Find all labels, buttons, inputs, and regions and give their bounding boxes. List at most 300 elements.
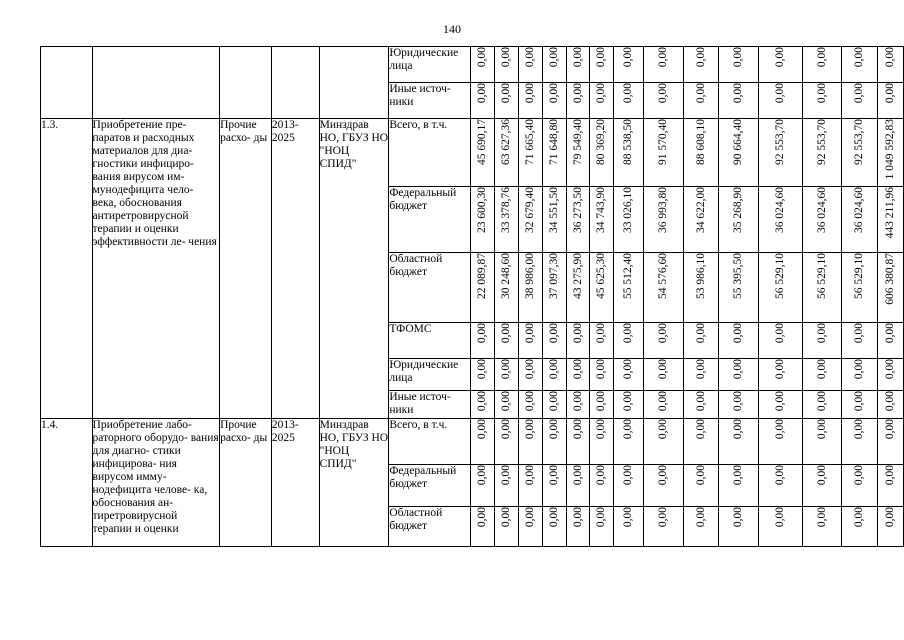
value-cell xyxy=(719,253,759,323)
value-cell xyxy=(802,391,842,419)
value-text: 92 553,70 xyxy=(853,119,866,165)
value-cell xyxy=(566,391,590,419)
value-cell xyxy=(759,253,803,323)
value-cell xyxy=(878,83,904,119)
funding-source: Федеральный бюджет xyxy=(389,187,471,253)
value-text: 0,00 xyxy=(773,47,786,68)
value-text: 443 211,96 xyxy=(884,187,897,239)
value-cell xyxy=(518,507,542,547)
value-text: 0,00 xyxy=(523,83,536,104)
table-row xyxy=(41,119,904,187)
value-cell xyxy=(683,507,719,547)
value-cell xyxy=(878,119,904,187)
value-text: 0,00 xyxy=(595,465,608,486)
value-text: 63 627,36 xyxy=(499,119,512,165)
value-text: 0,00 xyxy=(656,47,669,68)
value-cell xyxy=(802,323,842,359)
value-text: 88 608,10 xyxy=(694,119,707,165)
value-cell xyxy=(614,119,644,187)
value-cell xyxy=(614,47,644,83)
value-text: 0,00 xyxy=(694,47,707,68)
value-cell xyxy=(683,465,719,507)
value-cell xyxy=(842,119,878,187)
value-text: 0,00 xyxy=(499,323,512,344)
value-text: 0,00 xyxy=(815,507,828,528)
value-text: 30 248,60 xyxy=(499,253,512,299)
value-cell xyxy=(566,253,590,323)
cost-type: Прочие расхо- ды xyxy=(220,419,272,547)
funding-source: ТФОМС xyxy=(389,323,471,359)
item-number: 1.3. xyxy=(41,119,93,419)
value-text: 0,00 xyxy=(499,359,512,380)
cost-type: Прочие расхо- ды xyxy=(220,119,272,419)
value-cell xyxy=(518,359,542,391)
value-cell xyxy=(802,119,842,187)
value-cell xyxy=(518,391,542,419)
value-text: 0,00 xyxy=(476,47,489,68)
value-cell xyxy=(719,83,759,119)
value-text: 0,00 xyxy=(622,465,635,486)
value-text: 56 529,10 xyxy=(853,253,866,299)
value-text: 0,00 xyxy=(884,83,897,104)
value-cell xyxy=(471,47,495,83)
value-cell xyxy=(719,391,759,419)
value-cell xyxy=(542,83,566,119)
period xyxy=(271,47,319,119)
value-text: 0,00 xyxy=(853,465,866,486)
table-row xyxy=(41,47,904,83)
value-text: 54 576,60 xyxy=(656,253,669,299)
value-cell xyxy=(614,507,644,547)
value-text: 0,00 xyxy=(523,465,536,486)
value-text: 0,00 xyxy=(523,391,536,412)
value-cell xyxy=(759,187,803,253)
value-cell xyxy=(495,119,519,187)
value-cell xyxy=(590,47,614,83)
cost-type xyxy=(220,47,272,119)
value-text: 0,00 xyxy=(656,391,669,412)
value-cell xyxy=(471,253,495,323)
value-cell xyxy=(842,391,878,419)
value-text: 0,00 xyxy=(595,47,608,68)
value-text: 0,00 xyxy=(622,83,635,104)
value-text: 32 679,40 xyxy=(523,187,536,233)
value-text: 0,00 xyxy=(499,83,512,104)
value-cell xyxy=(590,187,614,253)
value-text: 33 378,76 xyxy=(499,187,512,233)
value-text: 0,00 xyxy=(476,419,489,440)
value-text: 36 024,60 xyxy=(853,187,866,233)
value-text: 45 690,17 xyxy=(476,119,489,165)
value-cell xyxy=(542,253,566,323)
value-text: 0,00 xyxy=(773,83,786,104)
value-text: 56 529,10 xyxy=(773,253,786,299)
value-text: 0,00 xyxy=(656,359,669,380)
value-text: 0,00 xyxy=(732,47,745,68)
value-text: 0,00 xyxy=(656,419,669,440)
value-cell xyxy=(566,323,590,359)
value-text: 0,00 xyxy=(773,391,786,412)
value-text: 0,00 xyxy=(656,323,669,344)
value-text: 36 024,60 xyxy=(773,187,786,233)
value-text: 0,00 xyxy=(595,507,608,528)
value-cell xyxy=(566,47,590,83)
value-text: 43 275,90 xyxy=(571,253,584,299)
value-text: 0,00 xyxy=(571,359,584,380)
value-cell xyxy=(471,323,495,359)
value-text: 0,00 xyxy=(815,465,828,486)
value-cell xyxy=(683,119,719,187)
value-text: 34 622,00 xyxy=(694,187,707,233)
value-cell xyxy=(842,253,878,323)
value-text: 0,00 xyxy=(476,323,489,344)
value-cell xyxy=(590,391,614,419)
value-text: 45 625,30 xyxy=(595,253,608,299)
value-cell xyxy=(614,419,644,465)
funding-source: Всего, в т.ч. xyxy=(389,419,471,465)
value-text: 0,00 xyxy=(656,507,669,528)
value-cell xyxy=(495,359,519,391)
funding-source: Юридические лица xyxy=(389,47,471,83)
value-cell xyxy=(842,83,878,119)
value-cell xyxy=(878,323,904,359)
value-text: 0,00 xyxy=(773,419,786,440)
value-cell xyxy=(842,465,878,507)
value-text: 0,00 xyxy=(595,83,608,104)
value-text: 0,00 xyxy=(595,419,608,440)
value-cell xyxy=(566,119,590,187)
table-row xyxy=(41,419,904,465)
period: 2013- 2025 xyxy=(271,419,319,547)
value-cell xyxy=(759,119,803,187)
value-cell xyxy=(542,187,566,253)
value-text: 0,00 xyxy=(732,419,745,440)
value-text: 0,00 xyxy=(884,465,897,486)
value-cell xyxy=(542,359,566,391)
value-text: 92 553,70 xyxy=(773,119,786,165)
value-cell xyxy=(518,419,542,465)
value-cell xyxy=(644,391,684,419)
value-cell xyxy=(471,465,495,507)
value-text: 0,00 xyxy=(773,359,786,380)
value-cell xyxy=(471,83,495,119)
value-text: 0,00 xyxy=(732,323,745,344)
value-text: 0,00 xyxy=(571,507,584,528)
value-text: 0,00 xyxy=(884,323,897,344)
value-text: 0,00 xyxy=(694,359,707,380)
value-cell xyxy=(566,83,590,119)
value-cell xyxy=(518,465,542,507)
value-text: 0,00 xyxy=(884,391,897,412)
value-cell xyxy=(683,187,719,253)
value-cell xyxy=(542,465,566,507)
value-text: 56 529,10 xyxy=(815,253,828,299)
value-cell xyxy=(683,83,719,119)
value-text: 0,00 xyxy=(499,507,512,528)
value-cell xyxy=(802,47,842,83)
value-text: 0,00 xyxy=(523,323,536,344)
value-text: 0,00 xyxy=(853,47,866,68)
value-cell xyxy=(495,507,519,547)
value-cell xyxy=(590,253,614,323)
value-cell xyxy=(566,507,590,547)
value-text: 0,00 xyxy=(595,359,608,380)
value-cell xyxy=(518,83,542,119)
funding-source: Юридические лица xyxy=(389,359,471,391)
value-text: 35 268,90 xyxy=(732,187,745,233)
value-cell xyxy=(719,465,759,507)
value-cell xyxy=(644,47,684,83)
value-cell xyxy=(614,187,644,253)
value-cell xyxy=(683,47,719,83)
value-text: 0,00 xyxy=(595,391,608,412)
value-cell xyxy=(542,47,566,83)
value-cell xyxy=(471,507,495,547)
value-cell xyxy=(759,465,803,507)
value-cell xyxy=(644,419,684,465)
item-number xyxy=(41,47,93,119)
value-cell xyxy=(683,359,719,391)
value-text: 0,00 xyxy=(884,419,897,440)
value-cell xyxy=(644,83,684,119)
value-text: 37 097,30 xyxy=(547,253,560,299)
value-text: 0,00 xyxy=(523,359,536,380)
value-cell xyxy=(614,391,644,419)
value-text: 0,00 xyxy=(547,359,560,380)
value-cell xyxy=(878,253,904,323)
value-text: 34 743,90 xyxy=(595,187,608,233)
value-cell xyxy=(518,47,542,83)
value-text: 0,00 xyxy=(694,465,707,486)
value-cell xyxy=(878,391,904,419)
value-cell xyxy=(495,419,519,465)
item-description: Приобретение пре- паратов и расходных материалов для диа- гностики инфициро- вания вирусом им- мунодефицита чело- века, обоснования антиретровирусной терапии и оценки эффективности ле- чения xyxy=(92,119,220,419)
funding-source: Иные источ- ники xyxy=(389,83,471,119)
value-text: 0,00 xyxy=(547,323,560,344)
value-text: 0,00 xyxy=(694,391,707,412)
value-text: 55 395,50 xyxy=(732,253,745,299)
value-text: 34 551,50 xyxy=(547,187,560,233)
value-cell xyxy=(683,253,719,323)
value-cell xyxy=(614,83,644,119)
item-number: 1.4. xyxy=(41,419,93,547)
budget-table xyxy=(40,46,904,547)
value-text: 0,00 xyxy=(622,359,635,380)
value-text: 0,00 xyxy=(815,323,828,344)
value-text: 0,00 xyxy=(815,391,828,412)
value-text: 0,00 xyxy=(853,391,866,412)
value-cell xyxy=(644,187,684,253)
value-text: 0,00 xyxy=(622,391,635,412)
value-cell xyxy=(719,187,759,253)
value-text: 1 049 592,83 xyxy=(884,119,897,180)
funding-source: Федеральный бюджет xyxy=(389,465,471,507)
value-text: 0,00 xyxy=(499,419,512,440)
value-cell xyxy=(614,323,644,359)
value-text: 0,00 xyxy=(773,465,786,486)
value-cell xyxy=(644,359,684,391)
value-text: 0,00 xyxy=(622,507,635,528)
executor: Минздрав НО, ГБУЗ НО "НОЦ СПИД" xyxy=(319,119,389,419)
value-cell xyxy=(518,323,542,359)
value-text: 0,00 xyxy=(547,419,560,440)
value-text: 0,00 xyxy=(547,47,560,68)
value-text: 33 026,10 xyxy=(622,187,635,233)
value-cell xyxy=(542,119,566,187)
value-text: 0,00 xyxy=(732,83,745,104)
value-cell xyxy=(614,465,644,507)
value-text: 0,00 xyxy=(571,465,584,486)
value-text: 0,00 xyxy=(732,359,745,380)
value-text: 0,00 xyxy=(571,391,584,412)
value-text: 0,00 xyxy=(476,391,489,412)
value-cell xyxy=(495,83,519,119)
value-text: 0,00 xyxy=(571,323,584,344)
value-text: 0,00 xyxy=(547,507,560,528)
value-cell xyxy=(842,187,878,253)
value-cell xyxy=(644,465,684,507)
value-cell xyxy=(542,323,566,359)
value-cell xyxy=(644,323,684,359)
value-text: 0,00 xyxy=(815,419,828,440)
value-cell xyxy=(471,119,495,187)
value-cell xyxy=(802,465,842,507)
value-text: 79 549,40 xyxy=(571,119,584,165)
value-text: 0,00 xyxy=(694,419,707,440)
value-text: 0,00 xyxy=(732,391,745,412)
value-text: 0,00 xyxy=(853,507,866,528)
value-cell xyxy=(683,323,719,359)
value-text: 0,00 xyxy=(853,83,866,104)
value-cell xyxy=(802,419,842,465)
value-text: 23 600,30 xyxy=(476,187,489,233)
value-cell xyxy=(644,119,684,187)
value-text: 0,00 xyxy=(571,419,584,440)
value-text: 0,00 xyxy=(694,83,707,104)
value-cell xyxy=(759,391,803,419)
value-text: 0,00 xyxy=(476,83,489,104)
value-cell xyxy=(683,419,719,465)
value-text: 38 986,00 xyxy=(523,253,536,299)
value-cell xyxy=(614,253,644,323)
value-cell xyxy=(759,507,803,547)
value-text: 0,00 xyxy=(773,323,786,344)
value-text: 0,00 xyxy=(732,465,745,486)
value-text: 0,00 xyxy=(773,507,786,528)
value-text: 0,00 xyxy=(547,391,560,412)
value-text: 0,00 xyxy=(499,47,512,68)
value-text: 55 512,40 xyxy=(622,253,635,299)
value-cell xyxy=(759,47,803,83)
value-cell xyxy=(495,47,519,83)
value-cell xyxy=(719,359,759,391)
value-text: 0,00 xyxy=(622,419,635,440)
executor xyxy=(319,47,389,119)
value-text: 0,00 xyxy=(853,419,866,440)
item-description xyxy=(92,47,220,119)
value-text: 0,00 xyxy=(571,47,584,68)
value-cell xyxy=(644,253,684,323)
value-cell xyxy=(759,323,803,359)
value-cell xyxy=(878,359,904,391)
value-text: 0,00 xyxy=(523,419,536,440)
value-cell xyxy=(590,507,614,547)
funding-source: Всего, в т.ч. xyxy=(389,119,471,187)
value-text: 22 089,87 xyxy=(476,253,489,299)
value-cell xyxy=(518,187,542,253)
value-text: 0,00 xyxy=(476,465,489,486)
value-cell xyxy=(802,507,842,547)
funding-source: Областной бюджет xyxy=(389,253,471,323)
value-cell xyxy=(802,83,842,119)
value-cell xyxy=(719,323,759,359)
value-cell xyxy=(590,419,614,465)
value-cell xyxy=(471,391,495,419)
value-cell xyxy=(590,465,614,507)
value-cell xyxy=(683,391,719,419)
value-cell xyxy=(802,187,842,253)
value-text: 0,00 xyxy=(476,359,489,380)
value-text: 0,00 xyxy=(523,507,536,528)
value-cell xyxy=(590,83,614,119)
value-text: 71 648,80 xyxy=(547,119,560,165)
value-cell xyxy=(495,253,519,323)
value-cell xyxy=(842,419,878,465)
value-cell xyxy=(542,507,566,547)
value-cell xyxy=(842,323,878,359)
value-text: 80 369,20 xyxy=(595,119,608,165)
value-text: 0,00 xyxy=(499,391,512,412)
value-text: 53 986,10 xyxy=(694,253,707,299)
period: 2013- 2025 xyxy=(271,119,319,419)
value-text: 0,00 xyxy=(694,323,707,344)
value-cell xyxy=(842,359,878,391)
value-text: 0,00 xyxy=(571,83,584,104)
value-text: 0,00 xyxy=(694,507,707,528)
value-text: 0,00 xyxy=(622,47,635,68)
value-text: 0,00 xyxy=(732,507,745,528)
value-cell xyxy=(590,119,614,187)
value-cell xyxy=(719,507,759,547)
value-cell xyxy=(759,419,803,465)
value-cell xyxy=(878,507,904,547)
value-cell xyxy=(495,391,519,419)
value-cell xyxy=(759,359,803,391)
value-cell xyxy=(614,359,644,391)
value-cell xyxy=(495,187,519,253)
value-cell xyxy=(878,47,904,83)
value-cell xyxy=(471,187,495,253)
value-text: 0,00 xyxy=(815,83,828,104)
value-text: 0,00 xyxy=(884,47,897,68)
value-text: 0,00 xyxy=(523,47,536,68)
value-text: 0,00 xyxy=(853,359,866,380)
value-text: 36 993,80 xyxy=(656,187,669,233)
value-cell xyxy=(542,391,566,419)
value-text: 0,00 xyxy=(547,83,560,104)
value-text: 0,00 xyxy=(499,465,512,486)
value-text: 0,00 xyxy=(547,465,560,486)
value-text: 90 664,40 xyxy=(732,119,745,165)
value-cell xyxy=(542,419,566,465)
value-cell xyxy=(590,359,614,391)
value-text: 36 273,50 xyxy=(571,187,584,233)
value-text: 0,00 xyxy=(656,83,669,104)
value-cell xyxy=(802,253,842,323)
value-cell xyxy=(842,47,878,83)
value-text: 606 380,87 xyxy=(884,253,897,305)
value-cell xyxy=(719,419,759,465)
